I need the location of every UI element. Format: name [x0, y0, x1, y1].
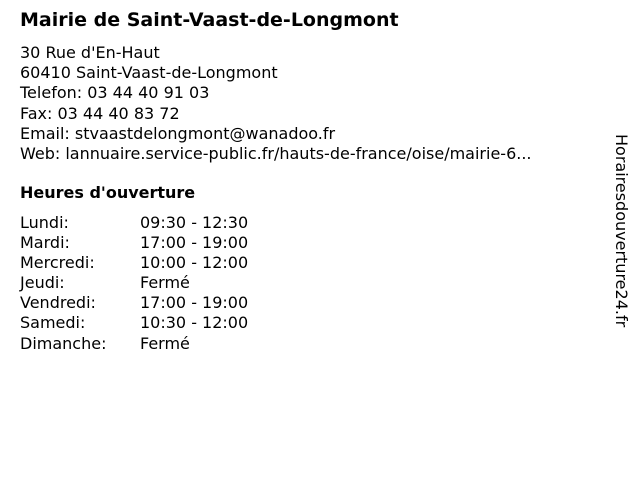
time-value: Fermé [140, 333, 190, 353]
hours-row-sunday [20, 334, 248, 354]
time-value: 17:00 - 19:00 [140, 233, 249, 253]
day-label: Vendredi: [20, 293, 96, 313]
hours-row-friday [20, 293, 248, 313]
contact-info [20, 43, 532, 164]
day-label: Mardi: [20, 233, 70, 253]
time-value: 10:00 - 12:00 [140, 253, 249, 273]
city-address: 60410 Saint-Vaast-de-Longmont [20, 63, 278, 83]
day-label: Jeudi: [20, 273, 65, 293]
day-label: Mercredi: [20, 253, 95, 273]
site-watermark-label: Horairesdouverture24.fr [612, 134, 631, 328]
hours-row-monday [20, 213, 248, 233]
opening-hours-heading: Heures d'ouverture [20, 183, 196, 202]
time-value: 09:30 - 12:30 [140, 213, 249, 232]
website-link[interactable]: Web: lannuaire.service-public.fr/hauts-de-france/oise/mairie-6... [20, 143, 532, 163]
day-label: Dimanche: [20, 333, 107, 353]
hours-row-saturday [20, 313, 248, 333]
day-label: Samedi: [20, 313, 86, 333]
hours-row-wednesday [20, 253, 248, 273]
email-address: Email: stvaastdelongmont@wanadoo.fr [20, 123, 336, 143]
street-address: 30 Rue d'En-Haut [20, 43, 160, 62]
day-label: Lundi: [20, 213, 69, 232]
fax-number: Fax: 03 44 40 83 72 [20, 103, 180, 123]
hours-row-tuesday [20, 233, 248, 253]
time-value: Fermé [140, 273, 190, 293]
time-value: 17:00 - 19:00 [140, 293, 249, 313]
opening-hours-table [20, 213, 248, 354]
hours-row-thursday [20, 273, 248, 293]
page-title: Mairie de Saint-Vaast-de-Longmont [20, 9, 399, 31]
time-value: 10:30 - 12:00 [140, 313, 249, 333]
phone-number: Telefon: 03 44 40 91 03 [20, 83, 210, 103]
